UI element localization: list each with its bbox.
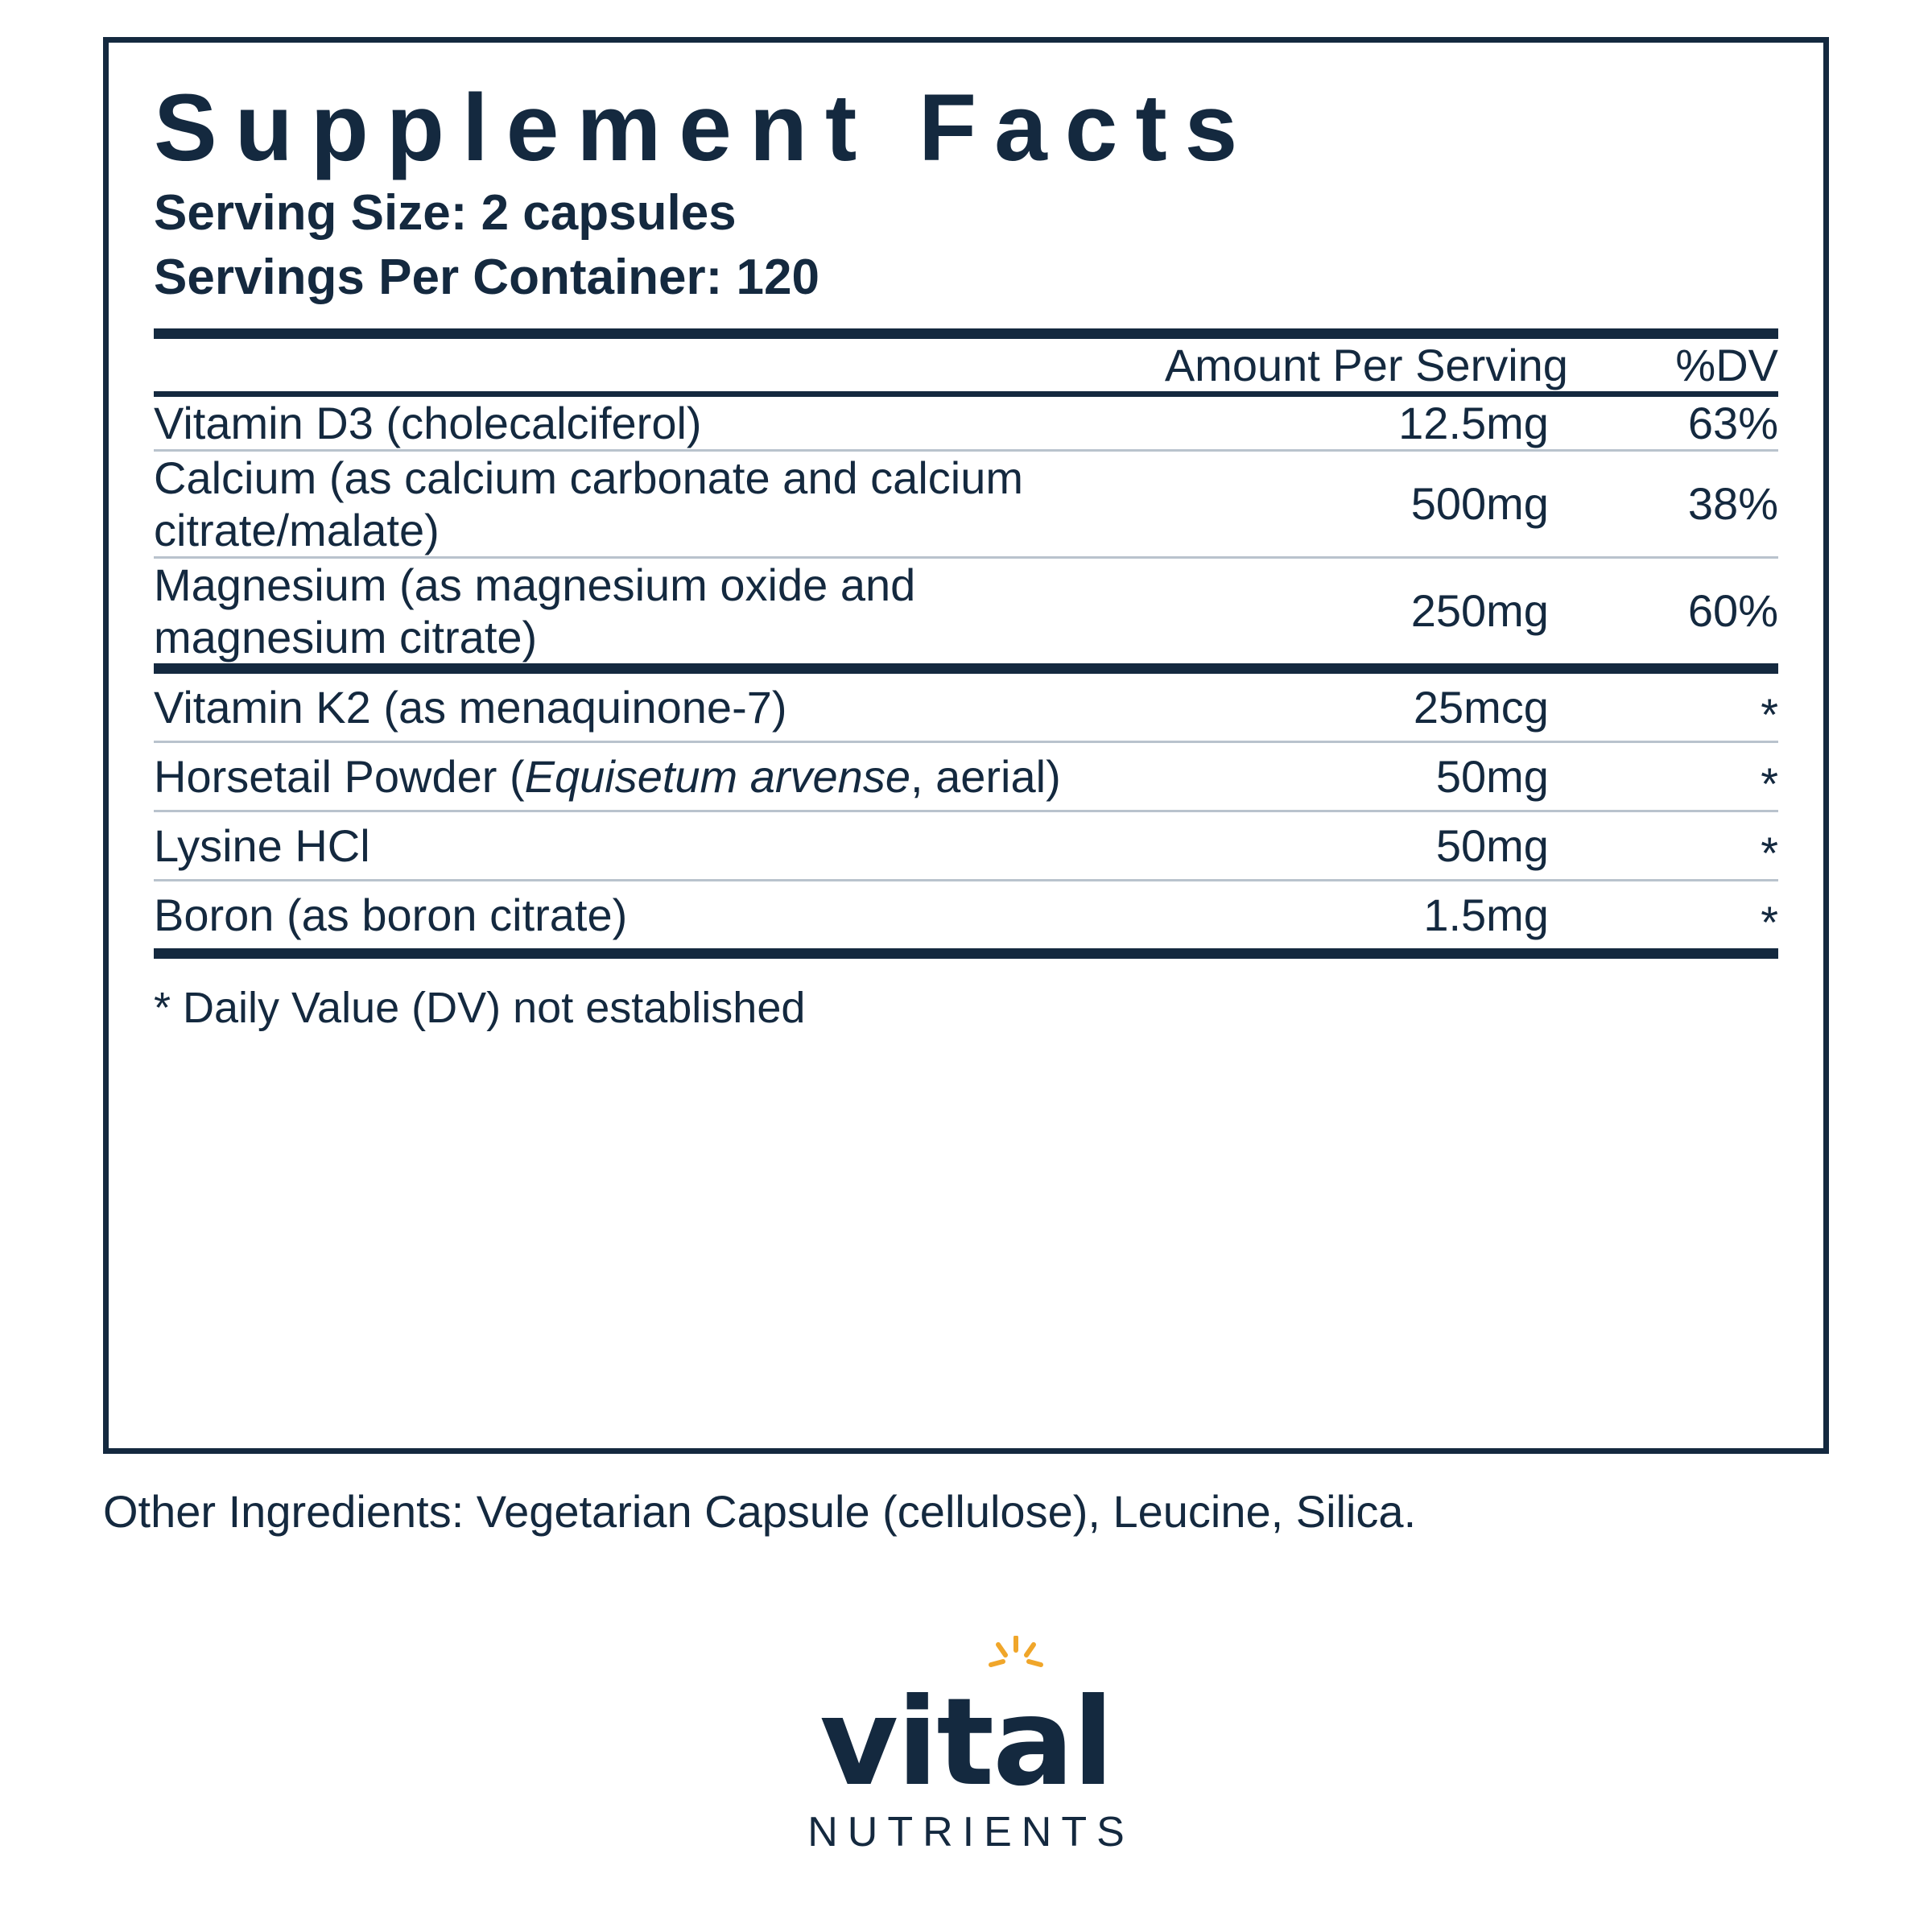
supplement-facts-panel — [103, 37, 1829, 1454]
ingredient-amount: 250mg — [1410, 585, 1549, 637]
ingredient-name: Magnesium (as magnesium oxide and magnesium citrate) — [154, 559, 916, 663]
ingredient-name-suffix: , aerial) — [910, 750, 1061, 802]
ingredient-dv: * — [1761, 896, 1778, 947]
column-header-amount: Amount Per Serving — [1164, 339, 1568, 390]
table-row — [154, 559, 1778, 663]
ingredient-amount: 25mcg — [1413, 681, 1549, 733]
ingredient-name-prefix: Horsetail Powder ( — [154, 750, 525, 802]
sunburst-icon — [988, 1636, 1044, 1679]
ingredient-amount: 12.5mg — [1398, 397, 1549, 448]
nutrition-table — [154, 339, 1778, 959]
ingredient-name-botanical: Equisetum arvense — [524, 750, 910, 802]
table-row — [154, 674, 1778, 741]
page-title: Supplement Facts — [154, 75, 1256, 181]
ingredient-name: Vitamin K2 (as menaquinone-7) — [154, 681, 787, 733]
other-ingredients: Other Ingredients: Vegetarian Capsule (cellulose), Leucine, Silica. — [103, 1486, 1417, 1537]
ingredient-name: Calcium (as calcium carbonate and calcium citrate/malate) — [154, 452, 1023, 555]
table-row — [154, 397, 1778, 449]
table-row — [154, 881, 1778, 948]
servings-per-container: Servings Per Container: 120 — [154, 249, 819, 305]
column-header-name — [154, 339, 1132, 391]
divider-thick-bottom — [154, 948, 1778, 959]
ingredient-amount: 500mg — [1410, 478, 1549, 530]
ingredient-amount: 1.5mg — [1423, 889, 1549, 940]
ingredient-amount: 50mg — [1435, 750, 1549, 802]
ingredient-name: Vitamin D3 (cholecalciferol) — [154, 397, 702, 448]
ingredient-dv: 38% — [1687, 478, 1778, 530]
ingredient-name — [154, 743, 1132, 810]
ingredient-name: Boron (as boron citrate) — [154, 889, 628, 940]
divider-header — [154, 391, 1778, 397]
divider-thick-top — [154, 328, 1778, 339]
column-header-dv: %DV — [1675, 339, 1778, 390]
ingredient-amount: 50mg — [1435, 819, 1549, 871]
daily-value-footnote: * Daily Value (DV) not established — [154, 983, 806, 1032]
ingredient-dv: * — [1761, 758, 1778, 809]
table-row — [154, 743, 1778, 810]
brand-subtitle: NUTRIENTS — [807, 1809, 1134, 1856]
table-row — [154, 452, 1778, 556]
ingredient-name: Lysine HCl — [154, 819, 370, 871]
brand-name: vital — [819, 1673, 1113, 1813]
ingredient-dv: 60% — [1687, 585, 1778, 637]
ingredient-dv: * — [1761, 827, 1778, 878]
brand-logo — [0, 1673, 1932, 1856]
divider-thick-mid — [154, 663, 1778, 674]
serving-size: Serving Size: 2 capsules — [154, 185, 737, 242]
ingredient-dv: * — [1761, 688, 1778, 740]
table-header-row — [154, 339, 1778, 391]
ingredient-dv: 63% — [1687, 397, 1778, 448]
table-row — [154, 812, 1778, 879]
